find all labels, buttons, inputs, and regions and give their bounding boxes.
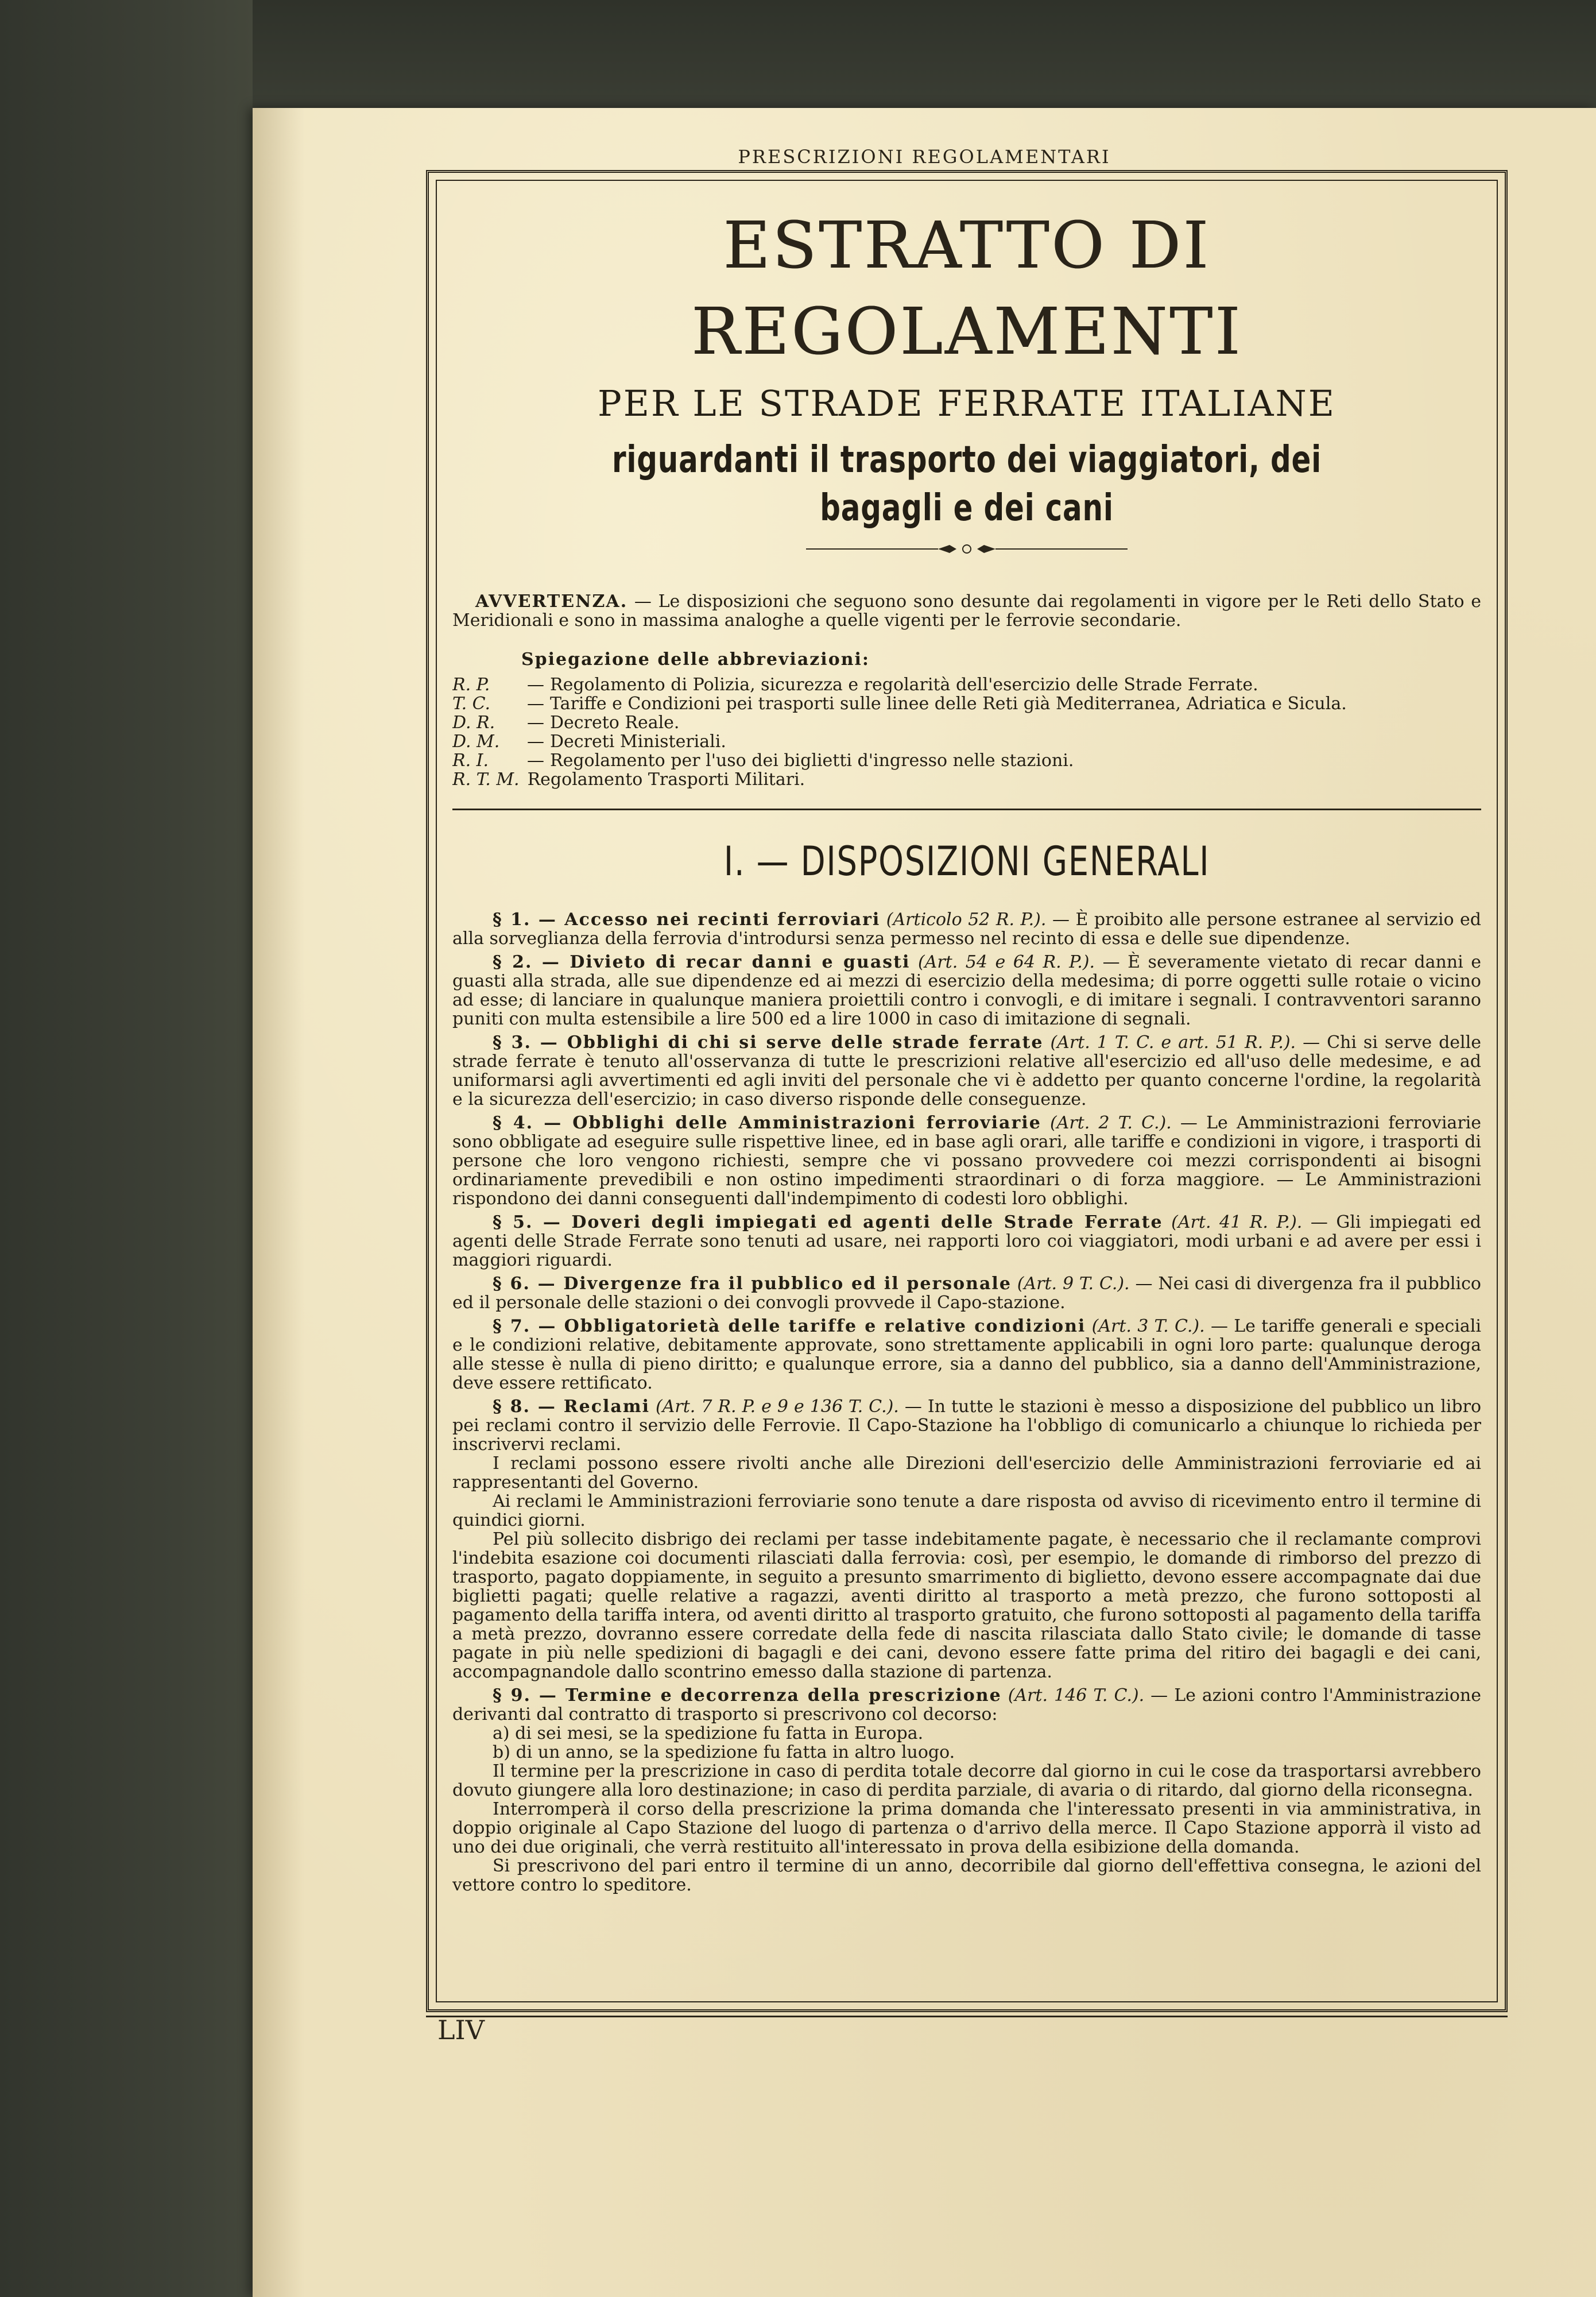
document-subtitle-secondary: riguardanti il trasporto dei viaggiatori, dei bagagli e dei cani bbox=[611, 439, 1322, 529]
section-title: I. — DISPOSIZIONI GENERALI bbox=[723, 838, 1210, 885]
abbreviation-item: R. P. — Regolamento di Polizia, sicurezza e regolarità dell'esercizio delle Strade Ferrate. bbox=[452, 675, 1258, 695]
abbreviations-list bbox=[452, 675, 1481, 789]
prescription-paragraph: Il termine per la prescrizione in caso di perdita totale decorre dal giorno in cui le cose da trasportarsi avrebbero dovuto giungere alla loro destinazione; in caso di perdita parziale, di avaria o di ritardo, dal giorno della riconsegna. bbox=[452, 1761, 1481, 1800]
page-spine-shadow bbox=[253, 108, 304, 2297]
page-content bbox=[452, 183, 1481, 2009]
abbreviations-heading: Spiegazione delle abbreviazioni: bbox=[521, 649, 870, 670]
abbreviation-item: R. I. — Regolamento per l'uso dei biglietti d'ingresso nelle stazioni. bbox=[452, 751, 1074, 771]
dark-background-left bbox=[0, 0, 253, 2297]
warning-label: AVVERTENZA. bbox=[475, 591, 628, 612]
prescription-item: b) di un anno, se la spedizione fu fatta in altro luogo. bbox=[493, 1742, 955, 1762]
bottom-rule bbox=[426, 2016, 1508, 2017]
prescription-item: a) di sei mesi, se la spedizione fu fatta in Europa. bbox=[493, 1723, 924, 1743]
warning-paragraph bbox=[452, 592, 1481, 630]
prescription-paragraph: Interromperà il corso della prescrizione la prima domanda che l'interessato presenti in via amministrativa, in doppio originale al Capo Stazione del luogo di partenza o d'arrivo della merce. Il Capo Stazione apporrà il visto ad uno dei due originali, che verrà restituito all'interessato in prova della esibizione della domanda. bbox=[452, 1799, 1481, 1857]
abbreviation-item: R. T. M. Regolamento Trasporti Militari. bbox=[452, 769, 805, 790]
ornament-divider-icon bbox=[806, 540, 1128, 558]
article-paragraph: § 5. — Doveri degli impiegati ed agenti delle Strade Ferrate (Art. 41 R. P.). — Gli impiegati ed agenti delle Strade Ferrate sono tenuti ad usare, nei rapporti loro coi viaggiatori, modi urbani e ad avere per essi i maggiori riguardi. bbox=[452, 1212, 1481, 1270]
article-paragraph: § 3. — Obblighi di chi si serve delle strade ferrate (Art. 1 T. C. e art. 51 R. P.). — Chi si serve delle strade ferrate è tenuto all'osservanza di tutte le prescrizioni relative all'esercizio ed all'uso delle medesime, e ad uniformarsi agli avvertimenti ed agli inviti del personale che vi è addetto per quanto concerne l'ordine, la regolarità e la sicurezza dell'esercizio; in caso diverso risponde delle conseguenze. bbox=[452, 1033, 1481, 1109]
abbreviation-item: D. R. — Decreto Reale. bbox=[452, 713, 680, 733]
abbreviation-item: T. C. — Tariffe e Condizioni pei trasporti sulle linee delle Reti già Mediterranea, Adriatica e Sicula. bbox=[452, 694, 1347, 714]
article-paragraph: § 4. — Obblighi delle Amministrazioni ferroviarie (Art. 2 T. C.). — Le Amministrazioni ferroviarie sono obbligate ad eseguire sulle rispettive linee, ed in base agli orari, alle tariffe e condizioni in vigore, i trasporti di persone che loro vengono richiesti, sempre che vi possano provvedere coi mezzi corrispondenti ai bisogni ordinariamente prevedibili e non ostino impedimenti straordinari o di forza maggiore. — Le Amministrazioni rispondono dei danni conseguenti dall'indempimento di codesti loro obblighi. bbox=[452, 1113, 1481, 1209]
reclami-paragraph: I reclami possono essere rivolti anche alle Direzioni dell'esercizio delle Amministrazioni ferroviarie ed ai rappresentanti del Governo. bbox=[452, 1453, 1481, 1492]
abbreviation-item: D. M. — Decreti Ministeriali. bbox=[452, 732, 726, 752]
article-paragraph: § 2. — Divieto di recar danni e guasti (Art. 54 e 64 R. P.). — È severamente vietato di recar danni e guasti alla strada, alle sue dipendenze ed ai mezzi di esercizio della medesima; di porre oggetti sulle rotaie o vicino ad esse; di lanciare in qualunque maniera proiettili contro i convogli, e di imitare i segnali. I contravventori saranno puniti con multa estensibile a lire 500 ed a lire 1000 in caso di imitazione di segnali. bbox=[452, 952, 1481, 1029]
running-head: PRESCRIZIONI REGOLAMENTARI bbox=[738, 146, 1111, 168]
reclami-paragraph: Pel più sollecito disbrigo dei reclami per tasse indebitamente pagate, è necessario che il reclamante comprovi l'indebita esazione coi documenti rilasciati dalla ferrovia: così, per esempio, le domande di rimborso del prezzo di trasporto, pagato doppiamente, in seguito a presunto smarrimento di biglietto, devono essere accompagnate dai due biglietti pagati; quelle relative a ragazzi, aventi diritto al trasporto a metà prezzo, che furono sottoposti al pagamento della tariffa intera, od aventi diritto al trasporto gratuito, che furono sottoposti al pagamento della tariffa a metà prezzo, dovranno essere corredate della fede di nascita rilasciata dallo Stato civile; le domande di tasse pagate in più nelle spedizioni di bagagli e dei cani, devono essere fatte prima del ritiro dei bagagli e dei cani, accompagnandole dallo scontrino emesso dalla stazione di partenza. bbox=[452, 1529, 1481, 1682]
prescription-paragraph: Si prescrivono del pari entro il termine di un anno, decorribile dal giorno dell'effettiva consegna, le azioni del vettore contro lo speditore. bbox=[452, 1856, 1481, 1895]
scanned-page bbox=[253, 108, 1596, 2297]
article-paragraph: § 8. — Reclami (Art. 7 R. P. e 9 e 136 T. C.). — In tutte le stazioni è messo a disposizione del pubblico un libro pei reclami contro il servizio delle Ferrovie. Il Capo-Stazione ha l'obbligo di comunicarlo a chiunque lo richieda per inscrivervi reclami. bbox=[452, 1397, 1481, 1455]
section-divider bbox=[452, 809, 1481, 810]
warning-text: — Le disposizioni che seguono sono desunte dai regolamenti in vigore per le Reti dello Stato e Meridionali e sono in massima analoghe a quelle vigenti per le ferrovie secondarie. bbox=[452, 591, 1481, 631]
reclami-paragraph: Ai reclami le Amministrazioni ferroviarie sono tenute a dare risposta od avviso di ricevimento entro il termine di quindici giorni. bbox=[452, 1491, 1481, 1530]
document-subtitle: PER LE STRADE FERRATE ITALIANE bbox=[598, 382, 1336, 424]
page-number: LIV bbox=[437, 2014, 485, 2045]
article-paragraph: § 9. — Termine e decorrenza della prescrizione (Art. 146 T. C.). — Le azioni contro l'Amministrazione derivanti dal contratto di trasporto si prescrivono col decorso: bbox=[452, 1685, 1481, 1724]
article-paragraph: § 6. — Divergenze fra il pubblico ed il personale (Art. 9 T. C.). — Nei casi di divergenza fra il pubblico ed il personale delle stazioni o dei convogli provvede il Capo-stazione. bbox=[452, 1274, 1481, 1313]
article-paragraph: § 7. — Obbligatorietà delle tariffe e relative condizioni (Art. 3 T. C.). — Le tariffe generali e speciali e le condizioni relative, debitamente approvate, sono strettamente applicabili in ogni loro parte: qualunque deroga alle stesse è nulla di pieno diritto; e qualunque errore, sia a danno del pubblico, sia a danno dell'Amministrazione, deve essere rettificato. bbox=[452, 1316, 1481, 1393]
document-title: ESTRATTO DI REGOLAMENTI bbox=[691, 208, 1242, 369]
article-paragraph: § 1. — Accesso nei recinti ferroviari (Articolo 52 R. P.). — È proibito alle persone estranee al servizio ed alla sorveglianza della ferrovia d'introdursi senza permesso nel recinto di essa e delle sue dipendenze. bbox=[452, 910, 1481, 949]
